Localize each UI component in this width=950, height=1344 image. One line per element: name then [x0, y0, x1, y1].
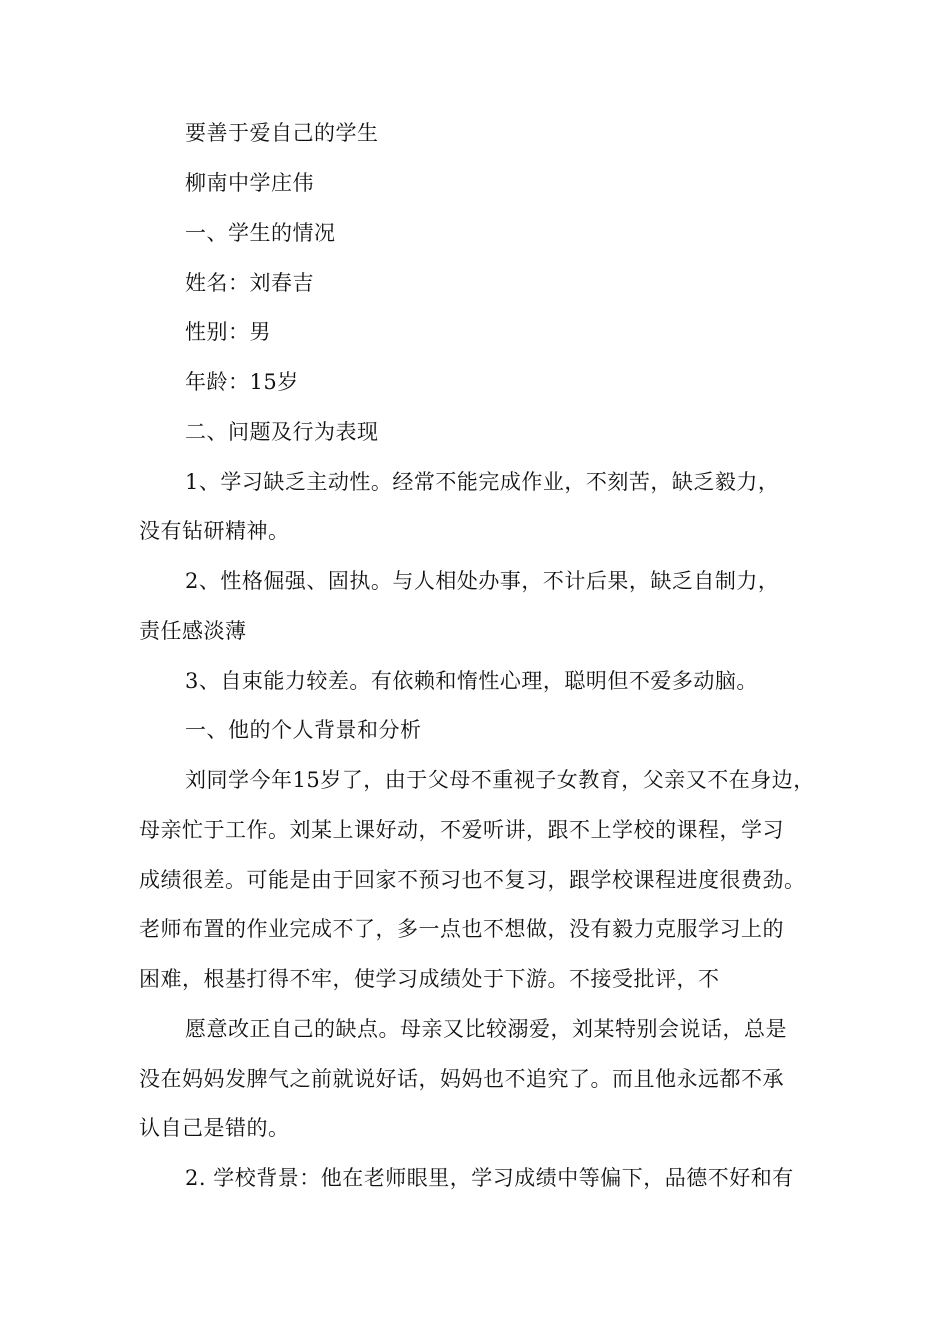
author-line: 柳南中学庄伟	[185, 171, 314, 195]
document-title: 要善于爱自己的学生	[185, 121, 379, 145]
background-para-1-line-5: 困难，根基打得不牢，使学习成绩处于下游。不接受批评，不	[139, 967, 720, 991]
student-age-line: 年龄：15岁	[185, 370, 299, 394]
school-background-line-1: 2. 学校背景：他在老师眼里，学习成绩中等偏下，品德不好和有	[185, 1166, 794, 1190]
background-para-2-line-3: 认自己是错的。	[139, 1116, 290, 1140]
problem-item-1-line-1: 1、学习缺乏主动性。经常不能完成作业，不刻苦，缺乏毅力，	[185, 470, 780, 494]
problem-item-1-line-2: 没有钻研精神。	[139, 519, 290, 543]
background-para-1-line-3: 成绩很差。可能是由于回家不预习也不复习，跟学校课程进度很费劲。	[139, 868, 806, 892]
problem-item-2-line-1: 2、性格倔强、固执。与人相处办事，不计后果，缺乏自制力，	[185, 569, 780, 593]
section-heading-problems: 二、问题及行为表现	[185, 420, 379, 444]
student-name-line: 姓名：刘春吉	[185, 271, 314, 295]
section-heading-background: 一、他的个人背景和分析	[185, 718, 422, 742]
student-gender-line: 性别：男	[185, 320, 271, 344]
section-heading-student-situation: 一、学生的情况	[185, 221, 336, 245]
background-para-2-line-2: 没在妈妈发脾气之前就说好话，妈妈也不追究了。而且他永远都不承	[139, 1067, 784, 1091]
background-para-1-line-2: 母亲忙于工作。刘某上课好动，不爱听讲，跟不上学校的课程，学习	[139, 818, 784, 842]
problem-item-2-line-2: 责任感淡薄	[139, 619, 247, 643]
problem-item-3-line-1: 3、自束能力较差。有依赖和惰性心理，聪明但不爱多动脑。	[185, 669, 758, 693]
background-para-2-line-1: 愿意改正自己的缺点。母亲又比较溺爱，刘某特别会说话，总是	[185, 1017, 787, 1041]
background-para-1-line-4: 老师布置的作业完成不了，多一点也不想做，没有毅力克服学习上的	[139, 917, 784, 941]
background-para-1-line-1: 刘同学今年15岁了，由于父母不重视子女教育，父亲又不在身边，	[185, 768, 815, 792]
